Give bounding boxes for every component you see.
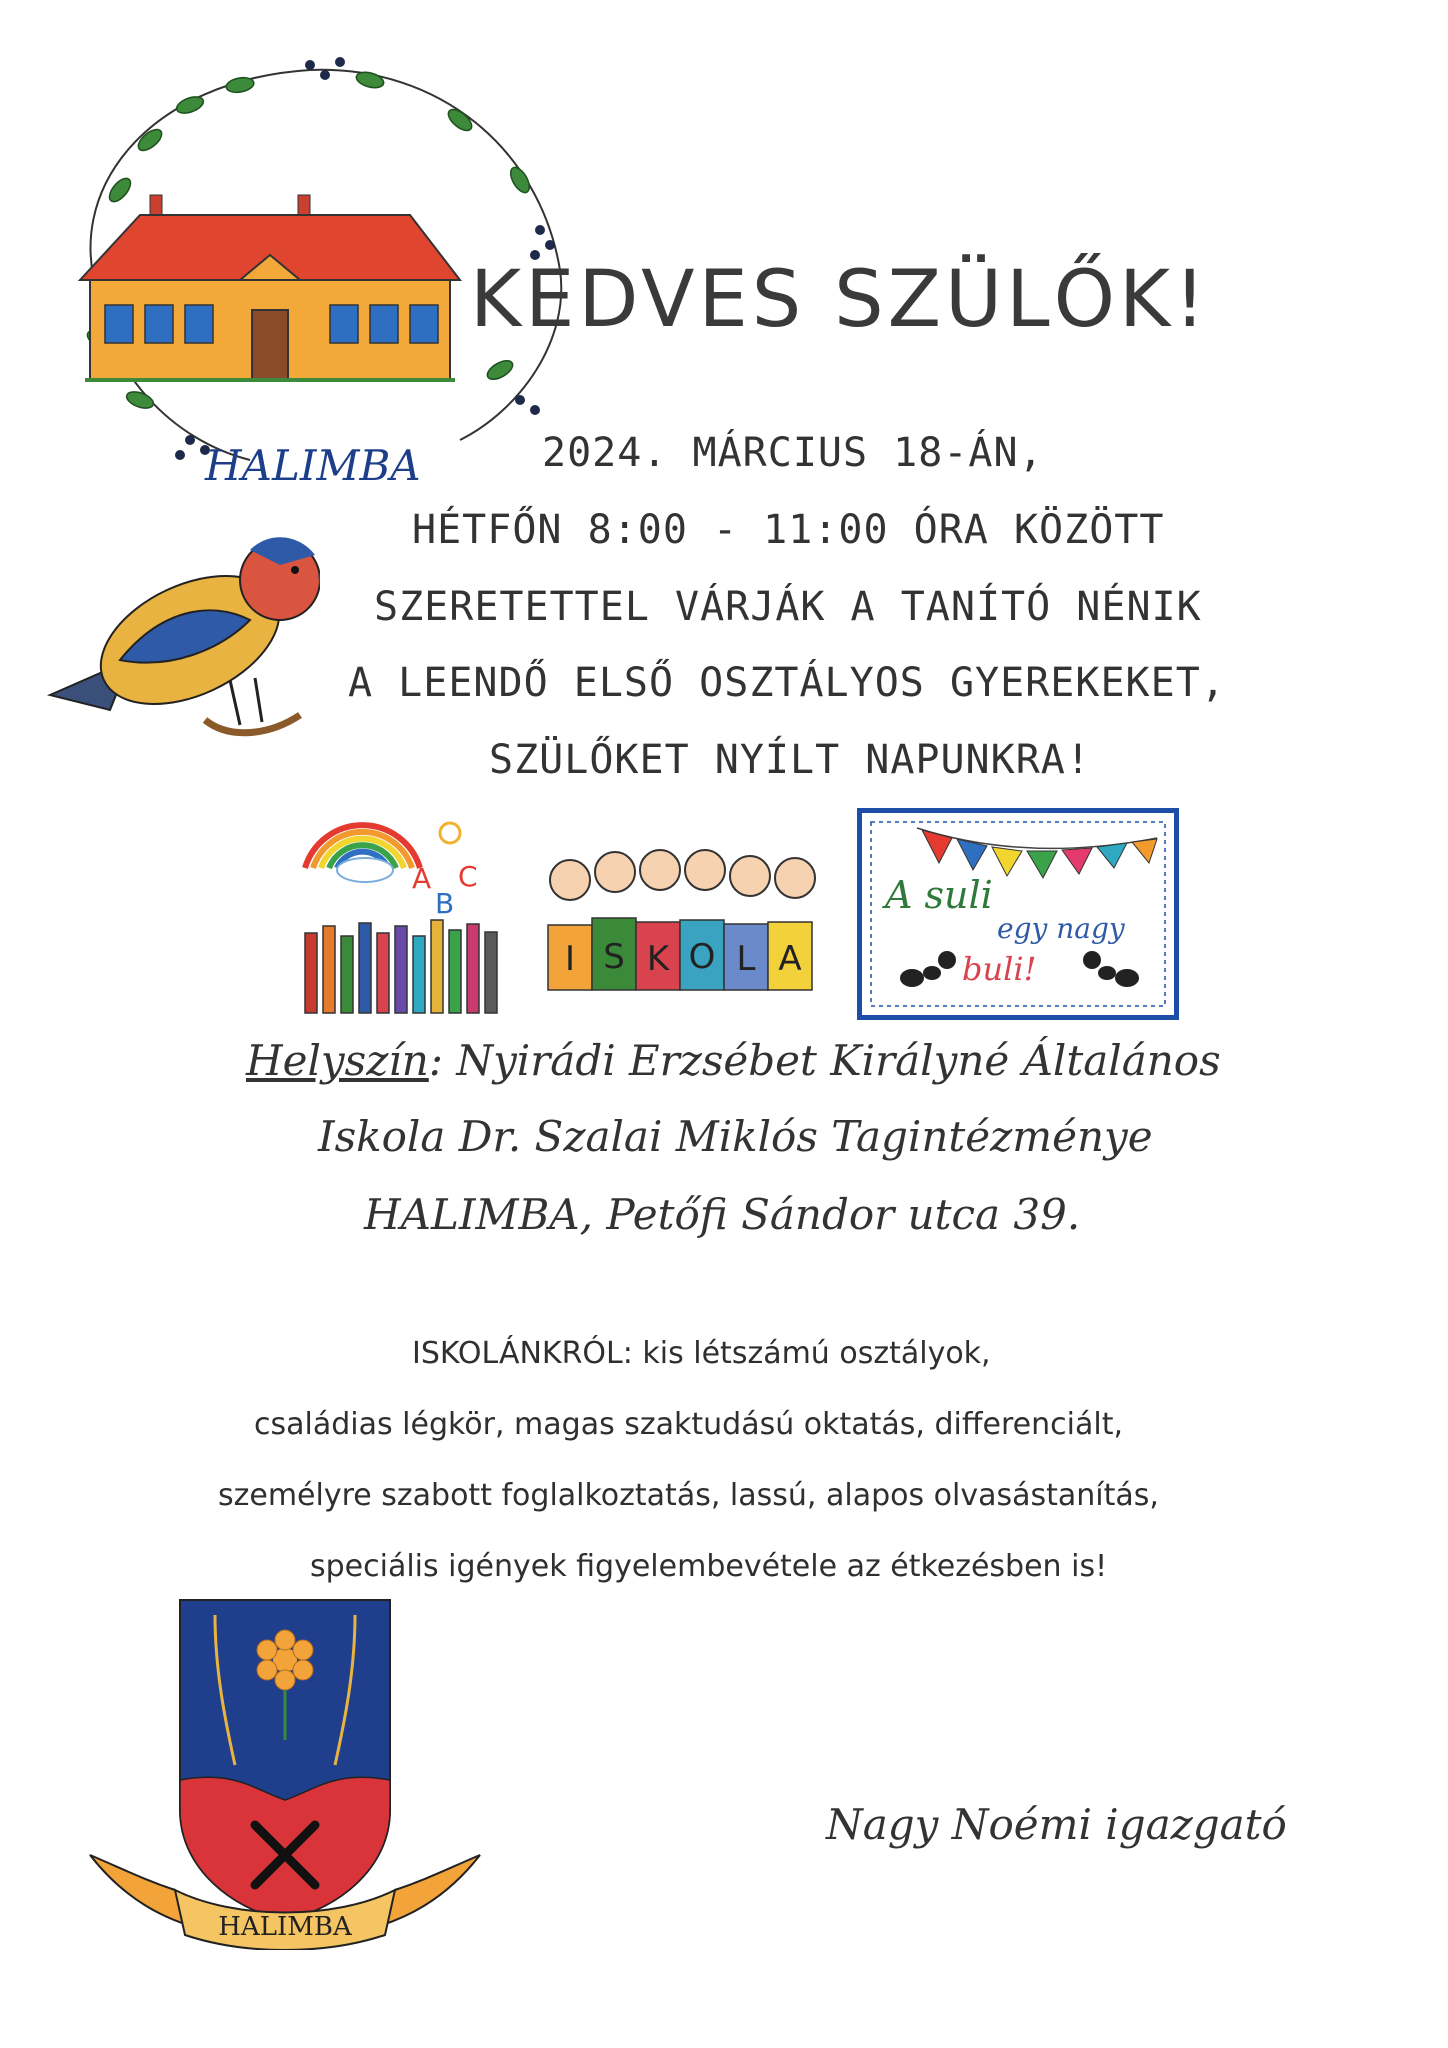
about-line-3: személyre szabott foglalkoztatás, lassú, alapos olvasástanítás, [218,1478,1159,1513]
iskola-letter-3: K [646,939,670,979]
letter-c: C [458,860,478,893]
iskola-kids-image [540,840,830,1000]
location-line-1-text: : Nyirádi Erzsébet Királyné Általános [428,1036,1221,1085]
about-line-2: családias légkör, magas szaktudású oktatás, differenciált, [254,1407,1123,1442]
announcement-line-3: SZERETETTEL VÁRJÁK A TANÍTÓ NÉNIK [374,584,1202,630]
iskola-letter-1: I [564,939,576,979]
bird-illustration [40,510,320,760]
suli-line-2: egy nagy [997,912,1125,945]
school-building-icon [80,195,460,380]
letter-a: A [412,862,432,895]
announcement-line-1: 2024. MÁRCIUS 18-ÁN, [542,430,1044,476]
suli-line-1: A suli [885,873,993,917]
pencils-abc-image [300,808,510,1018]
iskola-letter-6: A [778,939,802,979]
suli-line-3: buli! [962,950,1037,988]
location-line-2: Iskola Dr. Szalai Miklós Tagintézménye [318,1112,1153,1161]
iskola-letter-2: S [603,937,625,977]
location-label: Helyszín [246,1036,429,1085]
announcement-line-5: SZÜLŐKET NYÍLT NAPUNKRA! [489,737,1091,783]
page-title: KEDVES SZÜLŐK! [470,255,1210,345]
location-line-3: HALIMBA, Petőfi Sándor utca 39. [364,1190,1081,1239]
iskola-letter-5: L [736,939,756,979]
announcement-line-2: HÉTFŐN 8:00 - 11:00 ÓRA KÖZÖTT [412,507,1165,553]
announcement-line-4: A LEENDŐ ELSŐ OSZTÁLYOS GYEREKEKET, [348,660,1226,706]
coat-of-arms [85,1590,485,1950]
ribbon-text: HALIMBA [218,1912,352,1942]
suli-buli-card [857,808,1179,1020]
letter-b: B [435,887,455,920]
iskola-letter-4: O [688,937,716,977]
about-line-1: ISKOLÁNKRÓL: kis létszámú osztályok, [412,1336,991,1371]
school-logo-label: HALIMBA [205,441,421,490]
signature: Nagy Noémi igazgató [826,1800,1287,1849]
location-line-1 [246,1036,1221,1085]
about-line-4: speciális igények figyelembevétele az étkezésben is! [310,1549,1108,1584]
